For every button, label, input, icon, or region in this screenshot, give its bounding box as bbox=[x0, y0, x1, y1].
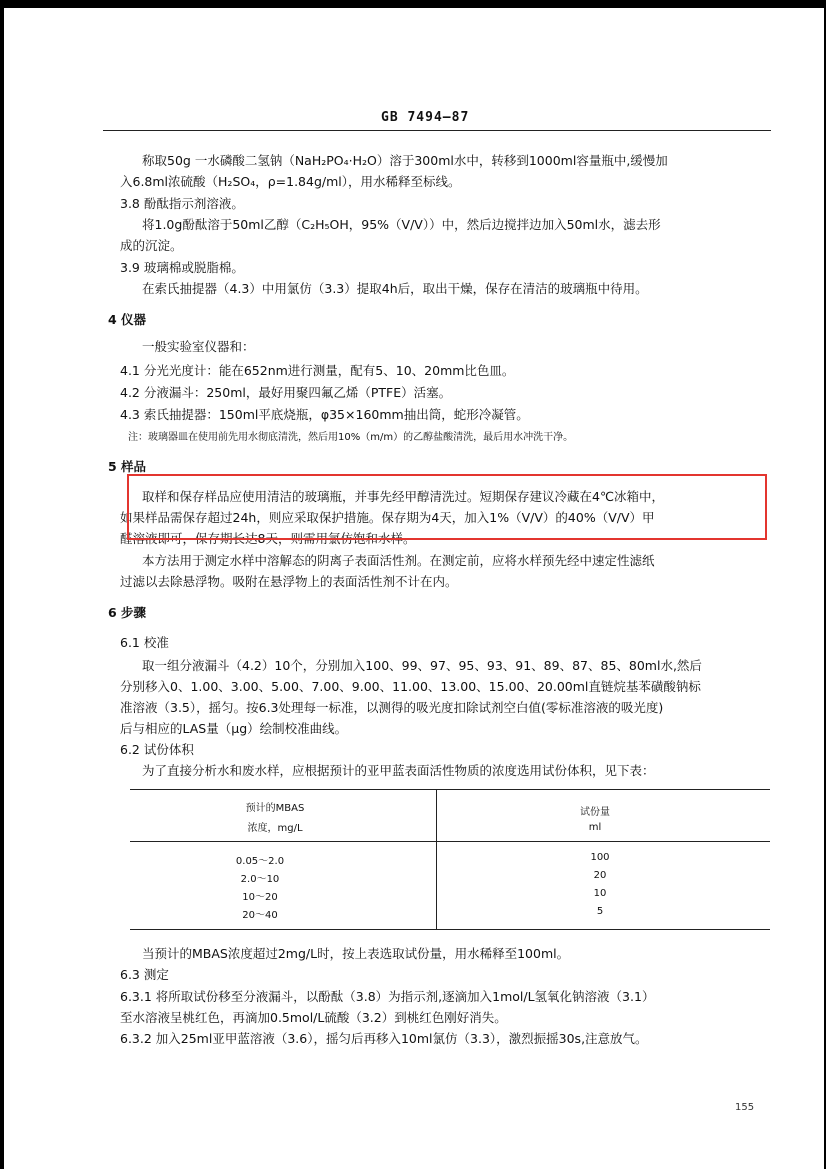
text-line: 分别移入0、1.00、3.00、5.00、7.00、9.00、11.00、13.00、15.00、20.00ml直链烷基苯磺酸钠标 bbox=[120, 679, 701, 694]
note-line: 注：玻璃器皿在使用前先用水彻底清洗，然后用10%（m/m）的乙醇盐酸清洗，最后用水冲洗干净。 bbox=[128, 432, 574, 443]
text-line: 一般实验室仪器和： bbox=[142, 339, 255, 354]
text-line: 称取50g 一水磷酸二氢钠（NaH₂PO₄·H₂O）溶于300ml水中，转移到1000ml容量瓶中,缓慢加 bbox=[142, 153, 668, 168]
text-line: 至水溶液呈桃红色，再滴加0.5mol/L硫酸（3.2）到桃红色刚好消失。 bbox=[120, 1010, 507, 1025]
table-top-rule bbox=[130, 789, 770, 790]
text-line: 取样和保存样品应使用清洁的玻璃瓶，并事先经甲醇清洗过。短期保存建议冷藏在4℃冰箱中， bbox=[142, 489, 664, 504]
text-line: 过滤以去除悬浮物。吸附在悬浮物上的表面活性剂不计在内。 bbox=[120, 574, 458, 589]
table-cell-volume: 20 bbox=[593, 870, 607, 881]
text-line: 醛溶液即可，保存期长达8天，则需用氯仿饱和水样。 bbox=[120, 531, 416, 546]
text-line: 准溶液（3.5），摇匀。按6.3处理每一标准，以测得的吸光度扣除试剂空白值(零标准溶液的吸光度) bbox=[120, 700, 664, 715]
section-heading: 6 步骤 bbox=[108, 605, 147, 620]
table-header-conc-line1: 预计的MBAS bbox=[245, 803, 305, 814]
text-line: 取一组分液漏斗（4.2）10个，分别加入100、99、97、95、93、91、89、87、85、80ml水,然后 bbox=[142, 658, 702, 673]
section-heading: 5 样品 bbox=[108, 459, 147, 474]
scan-border-left bbox=[0, 0, 4, 1169]
header-rule bbox=[103, 130, 771, 131]
highlight-box bbox=[127, 474, 767, 540]
table-header-conc-line2: 浓度，mg/L bbox=[247, 823, 303, 834]
table-cell-volume: 5 bbox=[596, 906, 604, 917]
text-line: 4.1 分光光度计：能在652nm进行测量，配有5、10、20mm比色皿。 bbox=[120, 363, 515, 378]
section-heading: 4 仪器 bbox=[108, 312, 147, 327]
text-line: 6.1 校准 bbox=[120, 635, 169, 650]
text-line: 将1.0g酚酞溶于50ml乙醇（C₂H₅OH，95%（V/V））中，然后边搅拌边加入50ml水，滤去形 bbox=[142, 217, 661, 232]
text-line: 在索氏抽提器（4.3）中用氯仿（3.3）提取4h后，取出干燥，保存在清洁的玻璃瓶中待用。 bbox=[142, 281, 648, 296]
table-cell-volume: 10 bbox=[593, 888, 607, 899]
table-bottom-rule bbox=[130, 929, 770, 930]
text-line: 6.3 测定 bbox=[120, 967, 169, 982]
text-line: 成的沉淀。 bbox=[120, 238, 183, 253]
table-cell-concentration: 0.05～2.0 bbox=[235, 856, 285, 867]
scan-border-top bbox=[0, 0, 826, 8]
text-line: 4.3 索氏抽提器：150ml平底烧瓶，φ35×160mm抽出筒，蛇形冷凝管。 bbox=[120, 407, 529, 422]
table-cell-concentration: 10～20 bbox=[242, 892, 278, 903]
table-cell-volume: 100 bbox=[590, 852, 610, 863]
table-header-rule bbox=[130, 841, 770, 842]
standard-number-header: GB 7494—87 bbox=[381, 110, 470, 125]
table-header-vol-line2: ml bbox=[588, 822, 602, 833]
text-line: 当预计的MBAS浓度超过2mg/L时，按上表选取试份量，用水稀释至100ml。 bbox=[142, 946, 570, 961]
text-line: 为了直接分析水和废水样，应根据预计的亚甲蓝表面活性物质的浓度选用试份体积，见下表： bbox=[142, 763, 655, 778]
text-line: 后与相应的LAS量（μg）绘制校准曲线。 bbox=[120, 721, 348, 736]
text-line: 6.2 试份体积 bbox=[120, 742, 194, 757]
page-number: 155 bbox=[735, 1102, 755, 1113]
text-line: 6.3.2 加入25ml亚甲蓝溶液（3.6），摇匀后再移入10ml氯仿（3.3），激烈振摇30s,注意放气。 bbox=[120, 1031, 648, 1046]
text-line: 本方法用于测定水样中溶解态的阴离子表面活性剂。在测定前，应将水样预先经中速定性滤纸 bbox=[142, 553, 655, 568]
text-line: 入6.8ml浓硫酸（H₂SO₄，ρ=1.84g/ml），用水稀释至标线。 bbox=[120, 174, 461, 189]
text-line: 6.3.1 将所取试份移至分液漏斗，以酚酞（3.8）为指示剂,逐滴加入1mol/L氢氧化钠溶液（3.1） bbox=[120, 989, 655, 1004]
table-column-divider bbox=[436, 789, 437, 929]
text-line: 3.8 酚酞指示剂溶液。 bbox=[120, 196, 244, 211]
table-cell-concentration: 2.0～10 bbox=[240, 874, 280, 885]
table-cell-concentration: 20～40 bbox=[242, 910, 278, 921]
text-line: 如果样品需保存超过24h，则应采取保护措施。保存期为4天，加入1%（V/V）的40%（V/V）甲 bbox=[120, 510, 655, 525]
text-line: 3.9 玻璃棉或脱脂棉。 bbox=[120, 260, 244, 275]
table-header-vol-line1: 试份量 bbox=[580, 807, 610, 818]
text-line: 4.2 分液漏斗：250ml，最好用聚四氟乙烯（PTFE）活塞。 bbox=[120, 385, 452, 400]
